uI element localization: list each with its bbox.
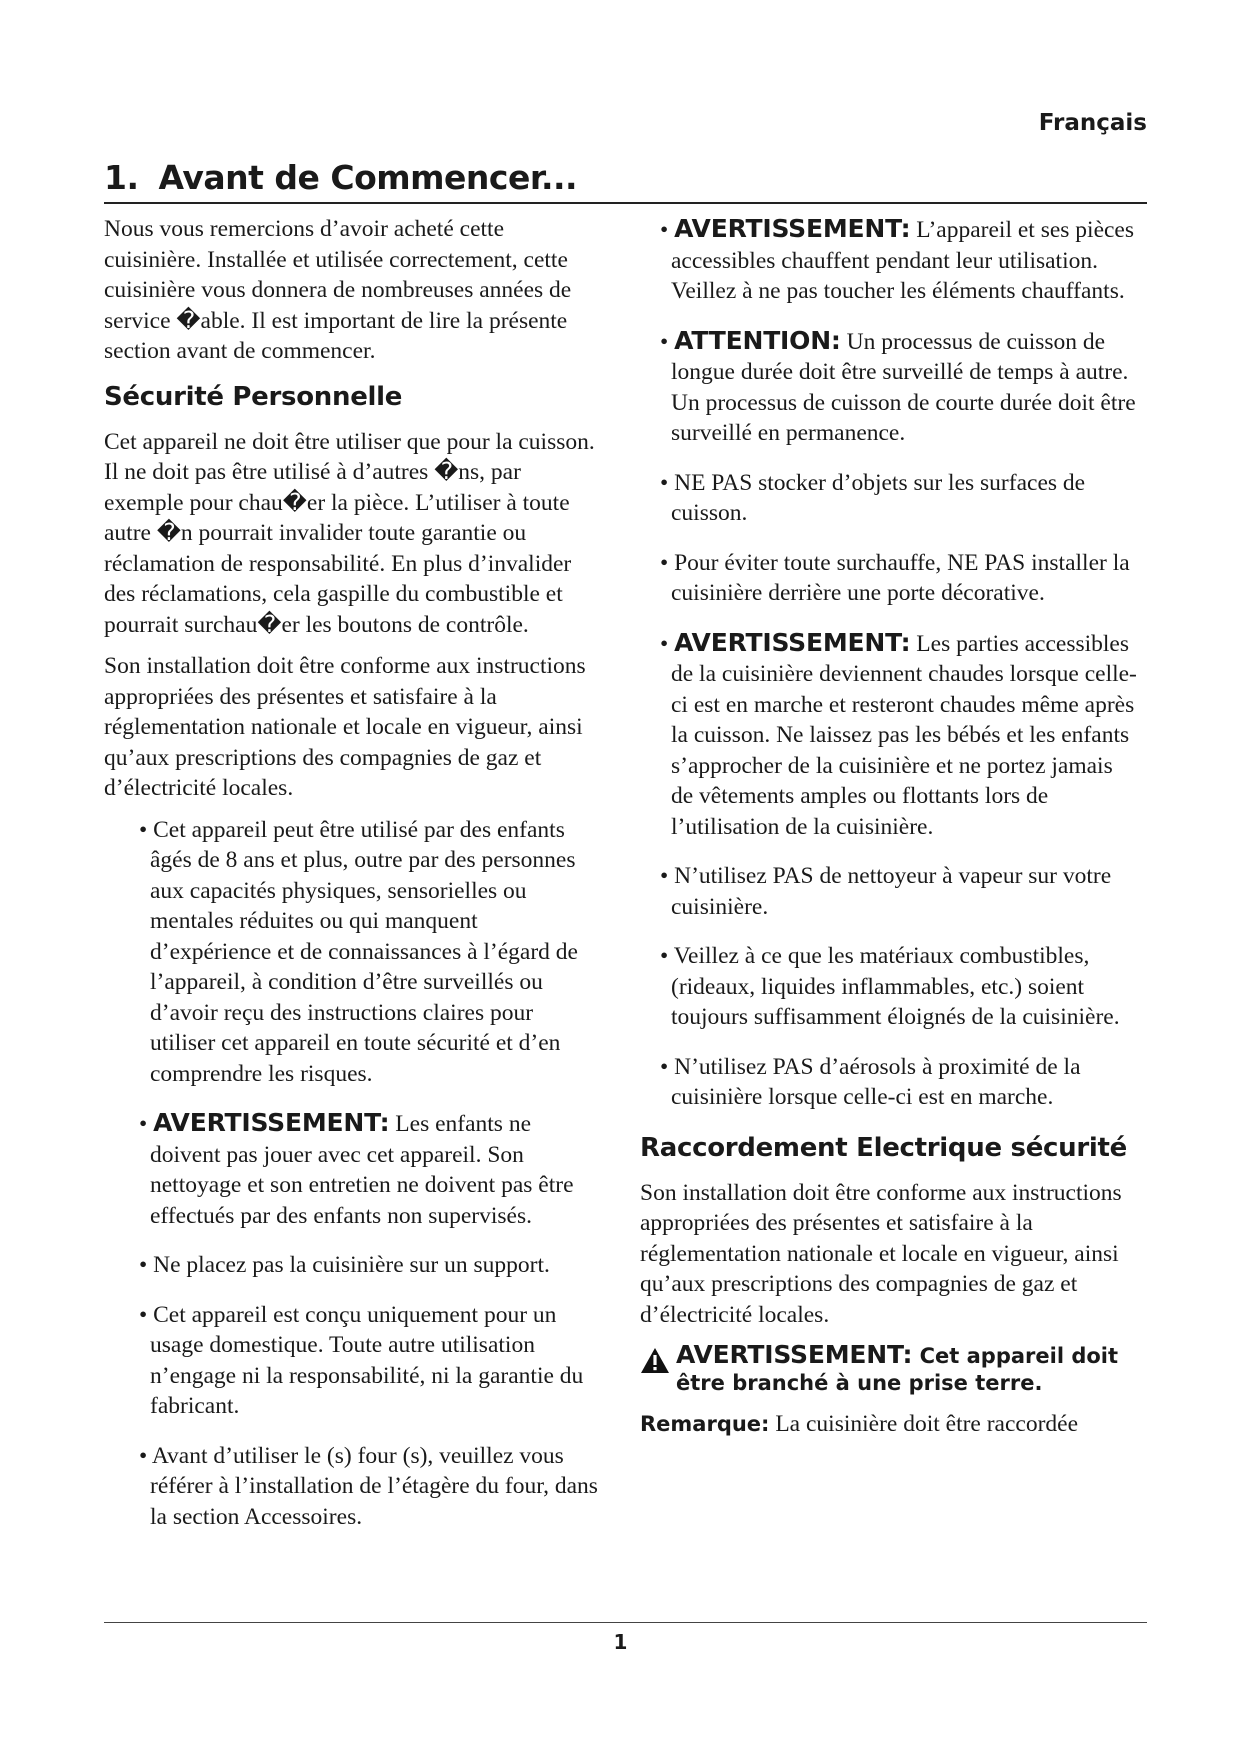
list-item: • Avant d’utiliser le (s) four (s), veuillez vous référer à l’installation de l’étagère du four, dans la section Accessoires.: [139, 1442, 598, 1530]
list-item: • AVERTISSEMENT: Les enfants ne doivent pas jouer avec cet appareil. Son nettoyage et son entretien ne doivent pas être effectués par des enfants non supervisés.: [139, 1108, 574, 1229]
personal-safety-heading: Sécurité Personnelle: [104, 381, 403, 412]
list-item: • N’utilisez PAS de nettoyeur à vapeur sur votre cuisinière.: [660, 863, 1112, 920]
list-item: • Pour éviter toute surchauffe, NE PAS installer la cuisinière derrière une porte décorative.: [660, 549, 1130, 606]
warning-triangle-icon: [640, 1347, 676, 1383]
intro-paragraph: Nous vous remercions d’avoir acheté cette cuisinière. Installée et utilisée correctement, cette cuisinière vous donnera de nombreuses années de service �able. Il est important de lire la présente section avant de commencer.: [104, 216, 572, 364]
left-bullet-list: [139, 815, 604, 1533]
language-label: Français: [1038, 110, 1147, 136]
electrical-installation-paragraph: Son installation doit être conforme aux instructions appropriées des présentes et satisfaire à la réglementation nationale et locale en vigueur, ainsi qu’aux prescriptions des compagnies de gaz et d’électricité locales.: [640, 1179, 1122, 1328]
page-number: 1: [613, 1630, 628, 1654]
list-item-text: Cet appareil peut être utilisé par des enfants âgés de 8 ans et plus, outre par des personnes aux capacités physiques, sensorielles ou mentales réduites ou qui manquent d’expérience et de connaissances à l’égard de l’appareil, à condition d’être surveillés ou d’avoir reçu des instructions claires pour utiliser cet appareil en toute sécurité et d’en comprendre les risques.: [150, 816, 578, 1087]
list-item: • ATTENTION: Un processus de cuisson de longue durée doit être surveillé de temps à autre. Un processus de cuisson de courte durée doit être surveillé en permanence.: [660, 325, 1136, 446]
warning-keyword: AVERTISSEMENT:: [153, 1108, 390, 1137]
warning-keyword: AVERTISSEMENT:: [674, 214, 911, 243]
warning-keyword: AVERTISSEMENT:: [674, 627, 911, 657]
list-item-text: NE PAS stocker d’objets sur les surfaces de cuisson.: [671, 469, 1086, 526]
list-item: • AVERTISSEMENT: L’appareil et ses pièces accessibles chauffent pendant leur utilisation. Veillez à ne pas toucher les éléments chauffants.: [660, 214, 1135, 304]
electrical-safety-heading: Raccordement Electrique sécurité: [640, 1132, 1127, 1163]
list-item: • Cet appareil est conçu uniquement pour un usage domestique. Toute autre utilisation n’engage ni la responsabilité, ni la garantie du fabricant.: [139, 1301, 584, 1419]
header-rule: [104, 202, 1147, 204]
list-item-text: Veillez à ce que les matériaux combustibles, (rideaux, liquides inflammables, etc.) soient toujours suffisamment éloignés de la cuisinière.: [671, 943, 1120, 1030]
list-item-text: Pour éviter toute surchauffe, NE PAS installer la cuisinière derrière une porte décorative.: [671, 549, 1130, 606]
attention-keyword: ATTENTION:: [674, 325, 841, 355]
list-item: • Cet appareil peut être utilisé par des enfants âgés de 8 ans et plus, outre par des personnes aux capacités physiques, sensorielles ou mentales réduites ou qui manquent d’expérience et de connaissances à l’égard de l’appareil, à condition d’être surveillés ou d’avoir reçu des instructions claires pour utiliser cet appareil en toute sécurité et d’en comprendre les risques.: [139, 816, 578, 1087]
list-item: • Veillez à ce que les matériaux combustibles, (rideaux, liquides inflammables, etc.) soient toujours suffisamment éloignés de la cuisinière.: [660, 943, 1120, 1030]
list-item-text: Ne placez pas la cuisinière sur un support.: [153, 1252, 550, 1278]
list-item-text: Un processus de cuisson de longue durée doit être surveillé de temps à autre. Un processus de cuisson de courte durée doit être surveillé en permanence.: [671, 328, 1136, 446]
usage-paragraph: Cet appareil ne doit être utiliser que pour la cuisson. Il ne doit pas être utilisé à d’autres �ns, par exemple pour chau�er la pièce. L’utiliser à toute autre �n pourrait invalider toute garantie ou réclamation de responsabilité. En plus d’invalider des réclamations, cela gaspille du combustible et pourrait surchau�er les boutons de contrôle.: [104, 428, 595, 638]
right-bullet-list: [660, 214, 1140, 1113]
remark-paragraph: [640, 1409, 1140, 1440]
earth-warning-text: [676, 1341, 1140, 1397]
list-item: • N’utilisez PAS d’aérosols à proximité de la cuisinière lorsque celle-ci est en marche.: [660, 1053, 1081, 1110]
earth-warning: [640, 1341, 1140, 1397]
list-item-text: Les enfants ne doivent pas jouer avec cet appareil. Son nettoyage et son entretien ne doivent pas être effectués par des enfants non supervisés.: [150, 1111, 574, 1229]
list-item-text: N’utilisez PAS de nettoyeur à vapeur sur votre cuisinière.: [671, 863, 1112, 920]
list-item-text: Avant d’utiliser le (s) four (s), veuillez vous référer à l’installation de l’étagère du four, dans la section Accessoires.: [150, 1442, 598, 1530]
list-item-text: L’appareil et ses pièces accessibles chauffent pendant leur utilisation. Veillez à ne pas toucher les éléments chauffants.: [671, 217, 1135, 304]
list-item: • NE PAS stocker d’objets sur les surfaces de cuisson.: [660, 469, 1086, 526]
footer-rule: [104, 1622, 1147, 1623]
list-item-text: N’utilisez PAS d’aérosols à proximité de la cuisinière lorsque celle-ci est en marche.: [671, 1053, 1081, 1110]
list-item: • AVERTISSEMENT: Les parties accessibles de la cuisinière deviennent chaudes lorsque celle-ci est en marche et resteront chaudes même après la cuisson. Ne laissez pas les bébés et les enfants s’approcher de la cuisinière et ne portez jamais de vêtements amples ou flottants lors de l’utilisation de la cuisinière.: [660, 627, 1137, 840]
list-item: • Ne placez pas la cuisinière sur un support.: [139, 1252, 550, 1278]
section-title-text: Avant de Commencer...: [158, 158, 578, 197]
warning-keyword: AVERTISSEMENT:: [676, 1340, 913, 1369]
remark-label: Remarque:: [640, 1412, 770, 1436]
right-column: [640, 214, 1140, 1451]
section-number: 1.: [104, 158, 139, 197]
list-item-text: Cet appareil est conçu uniquement pour un usage domestique. Toute autre utilisation n’engage ni la responsabilité, ni la garantie du fabricant.: [150, 1301, 584, 1419]
left-column: [104, 214, 604, 1551]
earth-warning-body: Cet appareil doit être branché à une prise terre.: [676, 1344, 1119, 1395]
remark-text: La cuisinière doit être raccordée: [769, 1411, 1079, 1437]
section-title: [104, 158, 577, 197]
list-item-text: Les parties accessibles de la cuisinière deviennent chaudes lorsque celle-ci est en marche et resteront chaudes même après la cuisson. Ne laissez pas les bébés et les enfants s’approcher de la cuisinière et ne portez jamais de vêtements amples ou flottants lors de l’utilisation de la cuisinière.: [671, 630, 1137, 840]
installation-paragraph: Son installation doit être conforme aux instructions appropriées des présentes et satisfaire à la réglementation nationale et locale en vigueur, ainsi qu’aux prescriptions des compagnies de gaz et d’électricité locales.: [104, 653, 586, 801]
